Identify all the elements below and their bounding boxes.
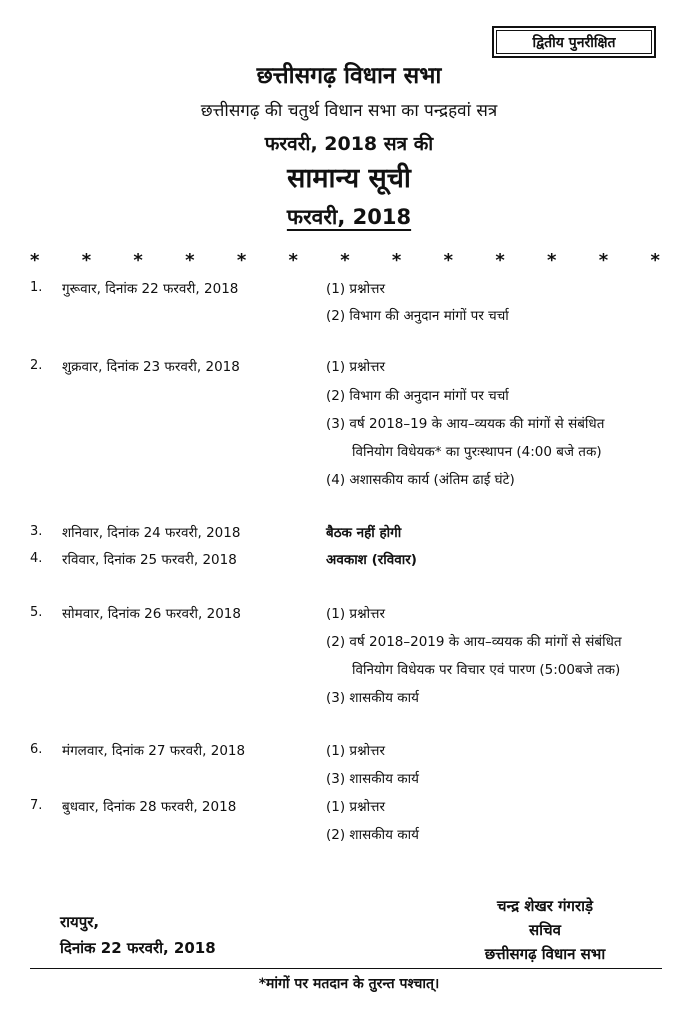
entry-date: मंगलवार, दिनांक 27 फरवरी, 2018 (62, 743, 246, 759)
agenda-item-continuation: विनियोग विधेयक* का पुरःस्थापन (4:00 बजे तक) (352, 444, 602, 460)
star: * (650, 250, 660, 271)
agenda-item: (1) प्रश्नोत्तर (326, 799, 385, 815)
entry-date: रविवार, दिनांक 25 फरवरी, 2018 (62, 552, 237, 568)
entry-date: शुक्रवार, दिनांक 23 फरवरी, 2018 (62, 359, 240, 375)
revision-stamp (492, 26, 656, 58)
star: * (547, 250, 557, 271)
signatory-org: छत्तीसगढ़ विधान सभा (484, 945, 606, 963)
place-label: रायपुर, (60, 913, 100, 931)
entry-number: 2. (30, 358, 43, 373)
agenda-item: (1) प्रश्नोत्तर (326, 606, 385, 622)
session-subtitle: छत्तीसगढ़ की चतुर्थ विधान सभा का पन्द्रहवां सत्र (200, 101, 498, 121)
agenda-item-continuation: विनियोग विधेयक पर विचार एवं पारण (5:00बजे तक) (352, 662, 621, 678)
list-title: सामान्य सूची (287, 163, 411, 194)
star-separator (30, 250, 660, 271)
agenda-item: (4) अशासकीय कार्य (अंतिम ढाई घंटे) (326, 472, 515, 488)
entry-number: 3. (30, 524, 43, 539)
entry-date: सोमवार, दिनांक 26 फरवरी, 2018 (62, 606, 241, 622)
entry-date: गुरूवार, दिनांक 22 फरवरी, 2018 (62, 281, 239, 297)
entry-number: 4. (30, 551, 43, 566)
entry-date: बुधवार, दिनांक 28 फरवरी, 2018 (62, 799, 237, 815)
footer-divider (30, 968, 662, 969)
revision-stamp-text: द्वितीय पुनरीक्षित (496, 30, 652, 54)
entry-number: 1. (30, 280, 43, 295)
star: * (443, 250, 454, 271)
agenda-item: (2) विभाग की अनुदान मांगों पर चर्चा (326, 388, 509, 404)
month-heading: फरवरी, 2018 (286, 205, 412, 229)
agenda-item: (3) शासकीय कार्य (326, 690, 419, 706)
agenda-item: (1) प्रश्नोत्तर (326, 281, 385, 297)
entry-number: 7. (30, 798, 43, 813)
signatory-name: चन्द्र शेखर गंगराड़े (496, 897, 594, 915)
entry-date: शनिवार, दिनांक 24 फरवरी, 2018 (62, 525, 241, 541)
star: * (236, 250, 247, 271)
assembly-title: छत्तीसगढ़ विधान सभा (256, 63, 442, 89)
star: * (133, 250, 143, 271)
star: * (185, 250, 195, 271)
star: * (340, 250, 350, 271)
star: * (391, 250, 402, 271)
agenda-item: (3) वर्ष 2018–19 के आय–व्ययक की मांगों से संबंधित (326, 416, 605, 432)
star: * (288, 250, 298, 271)
entry-number: 5. (30, 605, 43, 620)
entry-number: 6. (30, 742, 43, 757)
agenda-item: (2) विभाग की अनुदान मांगों पर चर्चा (326, 308, 509, 324)
agenda-item: बैठक नहीं होगी (326, 525, 402, 541)
month-session-line: फरवरी, 2018 सत्र की (264, 133, 434, 155)
star: * (81, 250, 92, 271)
agenda-item: (2) वर्ष 2018–2019 के आय–व्ययक की मांगों से संबंधित (326, 634, 622, 650)
star: * (598, 250, 609, 271)
agenda-item: (1) प्रश्नोत्तर (326, 359, 385, 375)
agenda-item: (2) शासकीय कार्य (326, 827, 419, 843)
agenda-item: (1) प्रश्नोत्तर (326, 743, 385, 759)
agenda-item: (3) शासकीय कार्य (326, 771, 419, 787)
footnote: *मांगों पर मतदान के तुरन्त पश्चात्। (258, 976, 440, 992)
signatory-title: सचिव (529, 921, 561, 939)
star: * (495, 250, 505, 271)
agenda-item: अवकाश (रविवार) (326, 552, 417, 568)
star: * (30, 250, 40, 271)
issue-date: दिनांक 22 फरवरी, 2018 (60, 939, 216, 957)
